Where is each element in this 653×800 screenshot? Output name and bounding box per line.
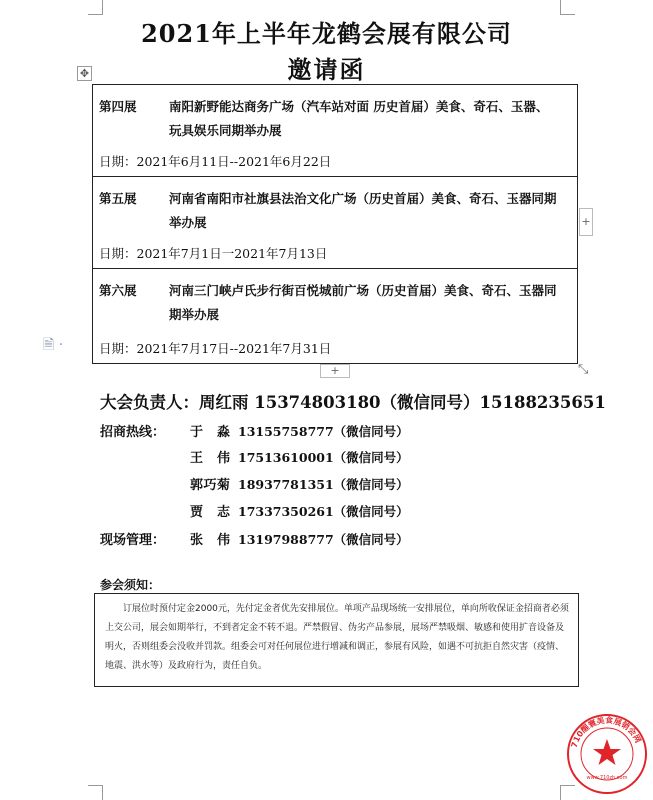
star-icon — [593, 739, 621, 765]
add-column-button[interactable]: + — [579, 208, 593, 236]
event-number: 第六展 — [99, 283, 137, 298]
event-date: 日期：2021年7月17日--2021年7月31日 — [99, 341, 332, 356]
event-title: 河南三门峡卢氏步行街百悦城前广场（历史首届）美食、奇石、玉器同 — [169, 283, 557, 298]
notice-title: 参会须知： — [100, 578, 161, 592]
contact-name: 郭巧菊 — [190, 478, 230, 493]
page-corner-marker — [560, 0, 575, 15]
add-row-button[interactable]: + — [320, 364, 350, 378]
event-title-continued: 玩具娱乐同期举办展 — [169, 123, 282, 138]
contact-name: 贾 志 — [190, 505, 230, 520]
table-row — [93, 269, 577, 363]
event-title-continued: 期举办展 — [169, 307, 220, 322]
event-date: 日期：2021年7月1日一2021年7月13日 — [99, 246, 328, 261]
document-icon[interactable]: 🗎 · — [43, 337, 64, 353]
notice-body: 订展位时预付定金2000元，先付定金者优先安排展位。单项产品现场统一安排展位，单向所收保证金招商者必须上交公司，展会如期举行，不到者定金不转不退。严禁假冒、伪劣产品参展，展场严禁吸烟、敏感和使用扩音设备及明火，否则组委会没收并罚款。组委会可对任何展位进行增减和调正，参展有风险，如遇不可抗拒自然灾害（疫情、地震、洪水等）及政府行为，责任自负。 — [94, 593, 579, 687]
document-title: 2021年上半年龙鹤会展有限公司 — [141, 19, 512, 48]
document-subtitle: 邀请函 — [287, 55, 366, 84]
event-number: 第四展 — [99, 99, 137, 114]
contact-phone: 17337350261（微信同号） — [238, 504, 409, 519]
manager-label: 现场管理： — [100, 533, 166, 548]
contact-phone: 17513610001（微信同号） — [238, 450, 409, 465]
watermark-stamp — [566, 713, 648, 795]
table-row — [93, 177, 577, 269]
table-row — [93, 85, 577, 177]
organizer-line: 大会负责人：周红雨 15374803180（微信同号）15188235651 — [100, 393, 606, 412]
contact-phone: 18937781351（微信同号） — [238, 477, 409, 492]
event-title: 河南省南阳市社旗县法治文化广场（历史首届）美食、奇石、玉器同期 — [169, 191, 557, 206]
table-move-handle-icon[interactable]: ✥ — [77, 66, 92, 81]
page-corner-marker — [88, 785, 103, 800]
contact-name: 于 淼 — [190, 425, 230, 440]
page-corner-marker — [88, 0, 103, 15]
event-title: 南阳新野能达商务广场（汽车站对面 历史首届）美食、奇石、玉器、 — [169, 99, 549, 114]
stamp-ring-text: 710醒寰美食展销会网 — [569, 715, 643, 749]
table-resize-icon[interactable]: ⤡ — [578, 362, 589, 377]
contact-name: 王 伟 — [190, 451, 230, 466]
contact-name: 张 伟 — [190, 533, 230, 548]
contact-phone: 13155758777（微信同号） — [238, 424, 409, 439]
event-number: 第五展 — [99, 191, 137, 206]
event-date: 日期：2021年6月11日--2021年6月22日 — [99, 154, 332, 169]
stamp-url: www.710zh.com — [586, 775, 628, 781]
events-table — [92, 84, 578, 364]
hotline-label: 招商热线： — [100, 425, 166, 440]
contact-phone: 13197988777（微信同号） — [238, 532, 409, 547]
event-title-continued: 举办展 — [169, 215, 207, 230]
